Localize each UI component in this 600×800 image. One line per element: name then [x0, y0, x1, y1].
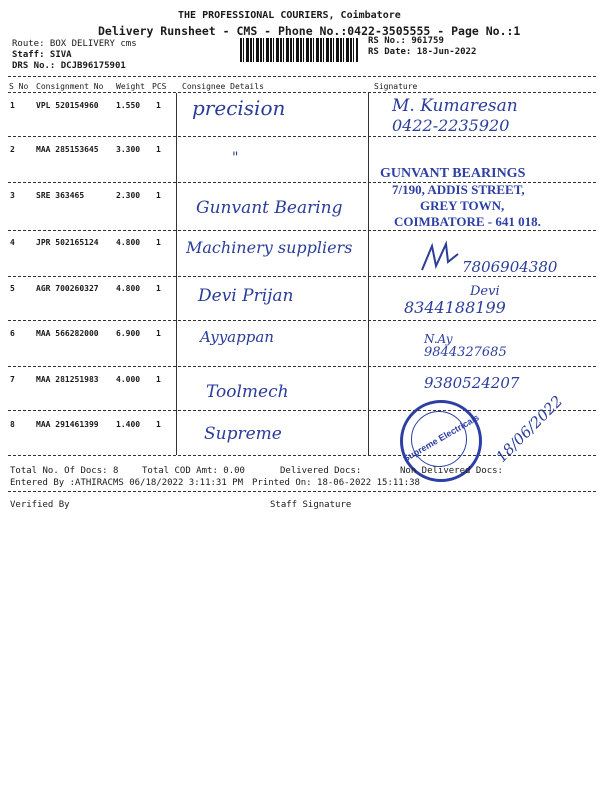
row-consignee: Ayyappan — [200, 328, 274, 346]
total-docs: Total No. Of Docs: 8 — [10, 466, 119, 476]
row-weight: 6.900 — [116, 329, 141, 338]
row-weight: 1.400 — [116, 420, 141, 429]
col-pcs: PCS — [152, 82, 167, 91]
row-consignee: Toolmech — [206, 382, 289, 402]
row-signature-note: 9380524207 — [424, 374, 520, 392]
row-consignment: MAA 291461399 — [36, 420, 99, 429]
row-signature: Devi — [470, 284, 500, 299]
row-rule — [8, 320, 596, 321]
row-rule — [8, 276, 596, 277]
rs-number: RS No.: 961759 — [368, 36, 444, 46]
row-sno: 3 — [10, 191, 15, 200]
row-signature: M. Kumaresan — [392, 96, 518, 116]
row-consignment: SRE 363465 — [36, 191, 85, 200]
staff-label: Staff: SIVA — [12, 50, 72, 60]
row-signature-note: 0422-2235920 — [392, 116, 510, 135]
row-consignment: MAA 285153645 — [36, 145, 99, 154]
row-pcs: 1 — [156, 329, 161, 338]
row-consignee: Machinery suppliers — [186, 238, 353, 257]
col-consignment: Consignment No — [36, 82, 104, 91]
row-weight: 3.300 — [116, 145, 141, 154]
consignee-right-divider — [368, 93, 369, 455]
company-name: THE PROFESSIONAL COURIERS, Coimbatore — [178, 10, 401, 21]
row-consignment: AGR 700260327 — [36, 284, 99, 293]
delivered-docs: Delivered Docs: — [280, 466, 362, 476]
footer-rule — [8, 491, 596, 492]
stamp-line: COIMBATORE - 641 018. — [394, 214, 541, 229]
signature-scribble — [418, 240, 460, 274]
verified-by: Verified By — [10, 500, 70, 510]
row-sno: 4 — [10, 238, 15, 247]
non-delivered-docs: Non Delivered Docs: — [400, 466, 503, 476]
stamp-line: GUNVANT BEARINGS — [380, 166, 526, 181]
header-bottom-rule — [8, 92, 596, 93]
barcode — [240, 38, 358, 62]
row-sno: 5 — [10, 284, 15, 293]
row-pcs: 1 — [156, 420, 161, 429]
row-consignee: " — [232, 150, 239, 166]
row-pcs: 1 — [156, 375, 161, 384]
row-pcs: 1 — [156, 101, 161, 110]
row-pcs: 1 — [156, 145, 161, 154]
row-rule — [8, 136, 596, 137]
header-top-rule — [8, 76, 596, 77]
row-sno: 6 — [10, 329, 15, 338]
row-signature-note: 9844327685 — [424, 345, 507, 360]
row-weight: 2.300 — [116, 191, 141, 200]
row-signature-note: 8344188199 — [404, 298, 506, 317]
row-consignee: Devi Prijan — [198, 286, 294, 306]
stamp-line: GREY TOWN, — [420, 198, 505, 213]
total-cod: Total COD Amt: 0.00 — [142, 466, 245, 476]
drs-number: DRS No.: DCJB96175901 — [12, 61, 126, 71]
row-sno: 7 — [10, 375, 15, 384]
row-pcs: 1 — [156, 238, 161, 247]
row-rule — [8, 366, 596, 367]
col-signature: Signature — [374, 82, 418, 91]
row-signature: N.Ay — [424, 332, 453, 346]
row-weight: 1.550 — [116, 101, 141, 110]
consignee-left-divider — [176, 93, 177, 455]
row-rule — [8, 410, 596, 411]
row-signature-note: 7806904380 — [462, 258, 558, 276]
stamp-text: Supreme Electricals — [401, 412, 481, 464]
col-consignee: Consignee Details — [182, 82, 264, 91]
row-rule — [8, 230, 596, 231]
rs-date: RS Date: 18-Jun-2022 — [368, 47, 477, 57]
row-weight: 4.000 — [116, 375, 141, 384]
row-consignment: MAA 281251983 — [36, 375, 99, 384]
runsheet-title: Delivery Runsheet - CMS - Phone No.:0422-3505555 - Page No.:1 — [98, 24, 521, 38]
row-consignee: precision — [192, 96, 286, 120]
row-sno: 1 — [10, 101, 15, 110]
row-sno: 2 — [10, 145, 15, 154]
col-weight: Weight — [116, 82, 145, 91]
row-weight: 4.800 — [116, 284, 141, 293]
row-consignment: MAA 566282000 — [36, 329, 99, 338]
row-pcs: 1 — [156, 191, 161, 200]
row-consignee: Gunvant Bearing — [196, 198, 343, 218]
row-sno: 8 — [10, 420, 15, 429]
route-label: Route: BOX DELIVERY cms — [12, 39, 137, 49]
row-weight: 4.800 — [116, 238, 141, 247]
entered-by: Entered By :ATHIRACMS 06/18/2022 3:11:31 PM — [10, 478, 243, 488]
printed-on: Printed On: 18-06-2022 15:11:38 — [252, 478, 420, 488]
row-consignee: Supreme — [204, 424, 282, 444]
col-sno: S No — [9, 82, 29, 91]
row-consignment: VPL 520154960 — [36, 101, 99, 110]
row-signature-note: 18/06/2022 — [492, 392, 567, 466]
row-pcs: 1 — [156, 284, 161, 293]
stamp-line: 7/190, ADDIS STREET, — [392, 182, 525, 197]
row-consignment: JPR 502165124 — [36, 238, 99, 247]
staff-signature: Staff Signature — [270, 500, 352, 510]
